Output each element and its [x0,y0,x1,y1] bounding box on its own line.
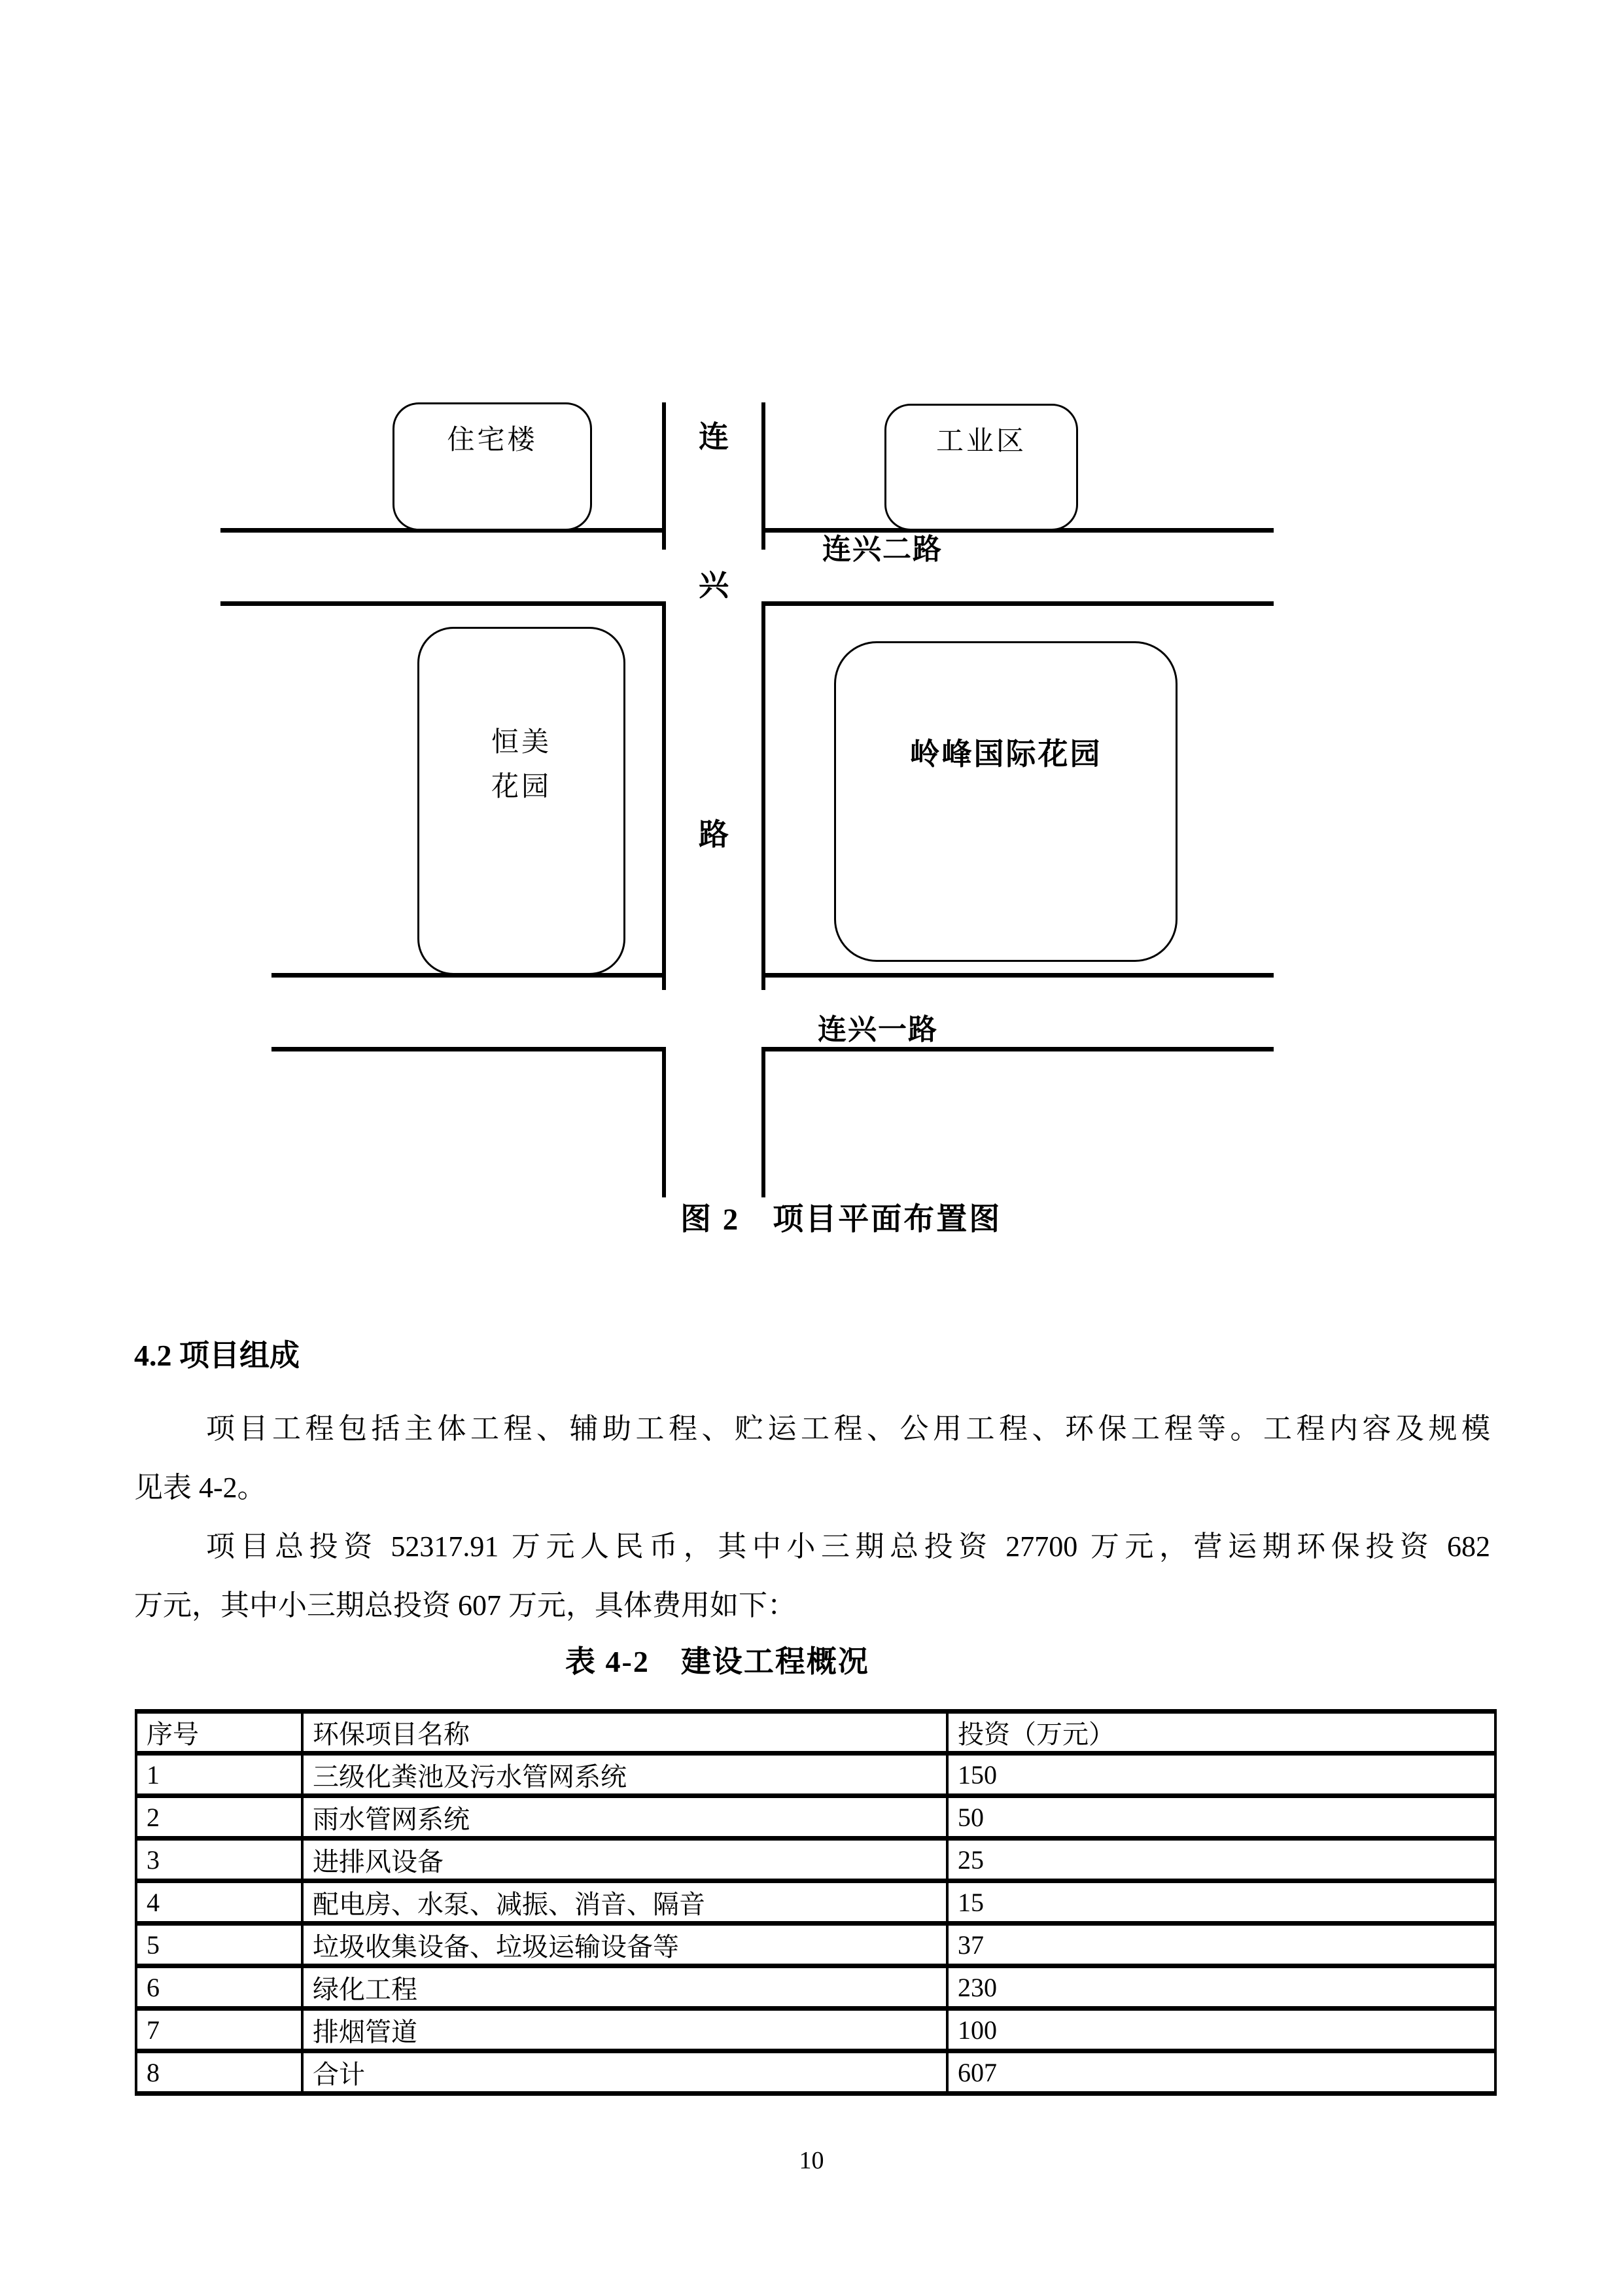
cell-name: 三级化粪池及污水管网系统 [302,1754,947,1796]
figure-caption: 图 2 项目平面布置图 [680,1203,1002,1237]
road-label-lianxing-1: 连兴一路 [818,1014,938,1046]
road-line-lianxing1-top-right [761,973,1274,978]
cell-name: 合计 [302,2051,947,2094]
road-char-xing: 兴 [699,569,729,602]
table-row [136,1754,1495,1796]
hengmei-garden-label [419,629,623,809]
header-cell-name: 环保项目名称 [302,1712,947,1754]
table-row [136,2009,1495,2051]
road-line-vertical-right-middle [761,601,765,990]
hengmei-garden-box [417,627,625,975]
road-label-lianxing-2: 连兴二路 [822,533,943,565]
paragraph-2-line-1: 项目总投资 52317.91 万元人民币，其中小三期总投资 27700 万元，营运期环保投资 682 [206,1530,1490,1563]
cell-index: 1 [136,1754,302,1796]
cell-name: 排烟管道 [302,2009,947,2051]
hengmei-garden-label-line1: 恒美 [491,728,551,758]
table-caption: 表 4-2 建设工程概况 [565,1645,869,1678]
residential-building-label: 住宅楼 [447,425,538,455]
road-line-lianxing1-bottom-right [761,1047,1274,1051]
cell-investment: 100 [947,2009,1495,2051]
residential-building-box [393,402,592,531]
industrial-zone-label: 工业区 [935,427,1026,457]
section-heading: 4.2 项目组成 [134,1339,300,1373]
construction-overview-table [135,1709,1497,2096]
cell-investment: 25 [947,1839,1495,1881]
cell-index: 8 [136,2051,302,2094]
table-row [136,1796,1495,1839]
page-number: 10 [799,2147,824,2174]
road-line-lianxing2-bottom-right [761,601,1274,606]
table-row [136,2051,1495,2094]
road-char-lian: 连 [699,420,729,453]
lingfeng-garden-box [834,641,1178,962]
cell-index: 2 [136,1796,302,1839]
cell-index: 3 [136,1839,302,1881]
paragraph-1-line-2: 见表 4-2。 [134,1472,266,1504]
header-cell-index: 序号 [136,1712,302,1754]
road-line-lianxing1-bottom-left [271,1047,664,1051]
table-row [136,1966,1495,2009]
cell-investment: 150 [947,1754,1495,1796]
road-line-lianxing2-bottom-left [220,601,664,606]
cell-investment: 230 [947,1966,1495,2009]
road-char-lu: 路 [699,818,729,851]
road-line-vertical-left-lower [662,1047,666,1197]
cell-investment: 50 [947,1796,1495,1839]
cell-index: 7 [136,2009,302,2051]
cell-index: 6 [136,1966,302,2009]
table-row [136,1881,1495,1924]
cell-investment: 37 [947,1924,1495,1966]
cell-name: 雨水管网系统 [302,1796,947,1839]
cell-index: 4 [136,1881,302,1924]
table-row [136,1924,1495,1966]
lingfeng-garden-label: 岭峰国际花园 [909,737,1102,771]
road-line-vertical-left-middle [662,601,666,990]
road-line-vertical-right-lower [761,1047,765,1197]
paragraph-1-line-1: 项目工程包括主体工程、辅助工程、贮运工程、公用工程、环保工程等。工程内容及规模 [206,1413,1490,1445]
cell-name: 进排风设备 [302,1839,947,1881]
cell-investment: 607 [947,2051,1495,2094]
header-cell-investment: 投资（万元） [947,1712,1495,1754]
hengmei-garden-label-line2: 花园 [491,772,551,802]
cell-index: 5 [136,1924,302,1966]
cell-name: 垃圾收集设备、垃圾运输设备等 [302,1924,947,1966]
industrial-zone-box [884,404,1078,531]
paragraph-2-line-2: 万元，其中小三期总投资 607 万元，具体费用如下： [134,1589,796,1621]
table-body [136,1754,1495,2094]
table-row [136,1839,1495,1881]
cell-name: 配电房、水泵、减振、消音、隔音 [302,1881,947,1924]
cell-investment: 15 [947,1881,1495,1924]
table-header-row [136,1712,1495,1754]
cell-name: 绿化工程 [302,1966,947,2009]
